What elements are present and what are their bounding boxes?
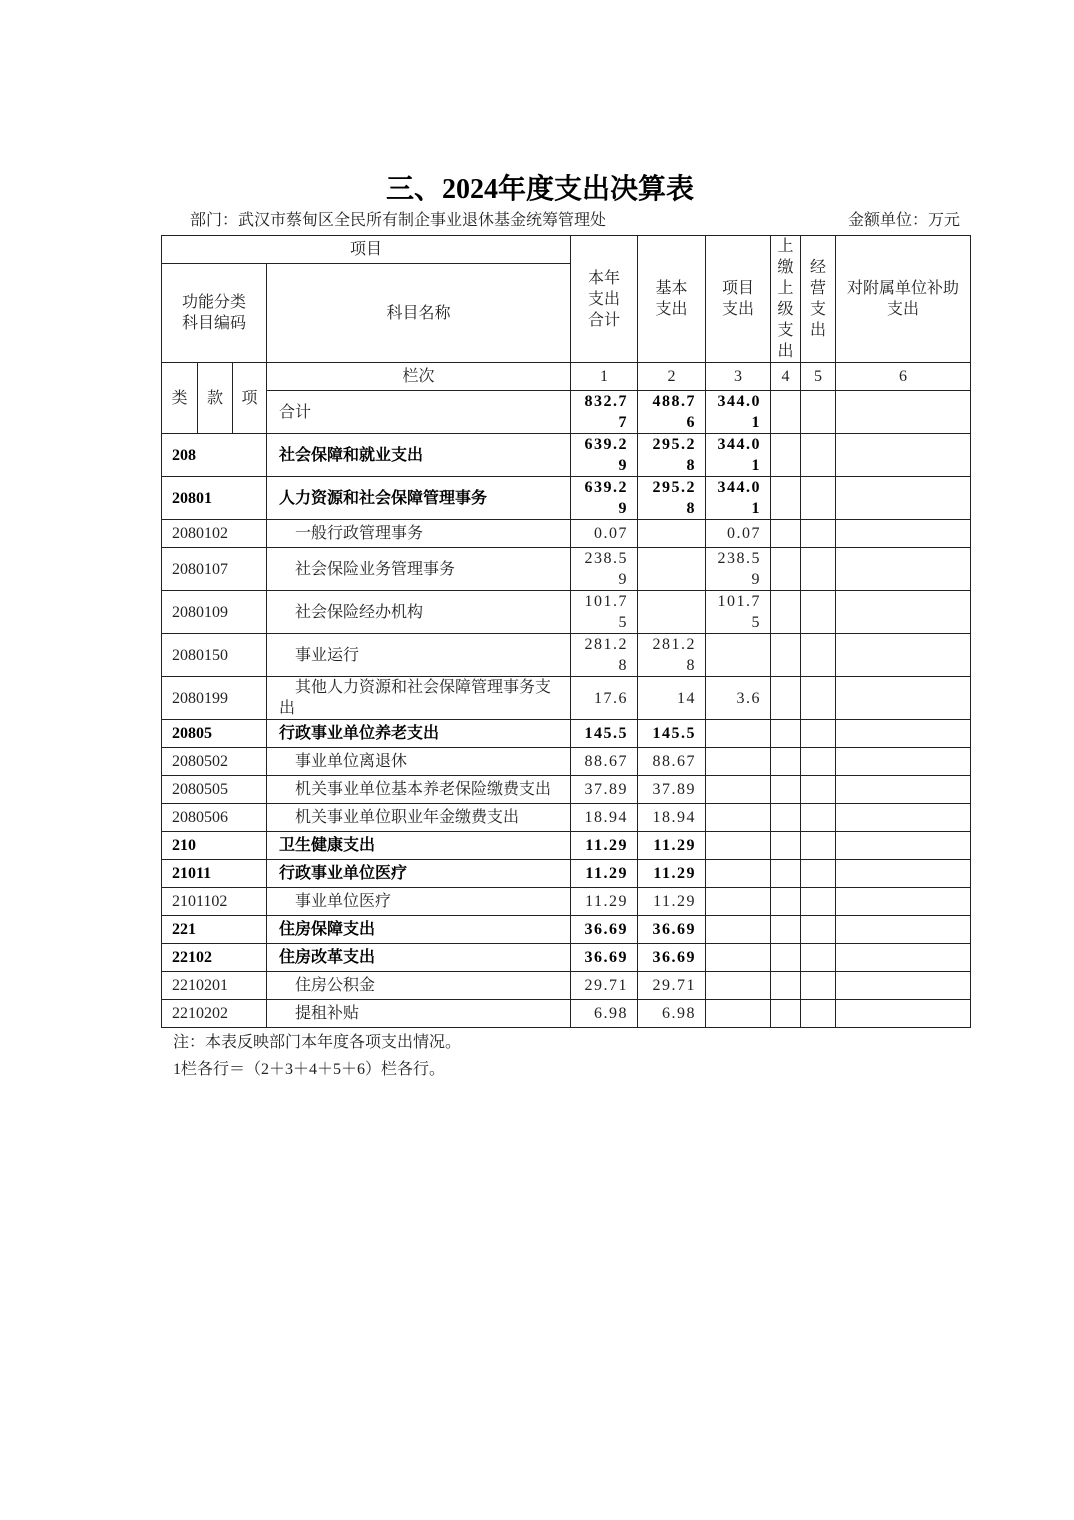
row-value: 344.01: [706, 477, 771, 520]
header-func-code: [162, 264, 267, 363]
total-value: [771, 391, 801, 434]
row-name: 卫生健康支出: [267, 832, 571, 860]
total-value: 488.76: [638, 391, 706, 434]
row-value: 101.75: [571, 591, 638, 634]
row-value: [836, 434, 971, 477]
column-index-number: 1: [571, 363, 638, 391]
table-row: [162, 972, 971, 1000]
row-value: 88.67: [571, 748, 638, 776]
table-row: [162, 748, 971, 776]
row-code: 2080102: [162, 520, 267, 548]
total-value: [801, 391, 836, 434]
row-name: 住房改革支出: [267, 944, 571, 972]
header-kuan: 款: [198, 363, 233, 434]
row-value: [836, 591, 971, 634]
table-row: [162, 720, 971, 748]
row-value: 11.29: [571, 860, 638, 888]
row-value: [771, 720, 801, 748]
column-index-number: 3: [706, 363, 771, 391]
row-name: 行政事业单位医疗: [267, 860, 571, 888]
row-code: 2080506: [162, 804, 267, 832]
row-value: [801, 748, 836, 776]
table-row: [162, 776, 971, 804]
row-code: 210: [162, 832, 267, 860]
row-value: [771, 477, 801, 520]
row-value: 639.29: [571, 477, 638, 520]
header-col-project-label: 项目支出: [722, 280, 755, 318]
table-row: [162, 804, 971, 832]
table-row: [162, 832, 971, 860]
header-col-operating: [801, 236, 836, 363]
header-col-subsidy: [836, 236, 971, 363]
row-value: [836, 720, 971, 748]
row-value: 281.28: [638, 634, 706, 677]
table-summary: [162, 363, 971, 434]
row-value: 29.71: [571, 972, 638, 1000]
row-value: [771, 804, 801, 832]
row-value: [706, 804, 771, 832]
row-value: [771, 634, 801, 677]
table-row: [162, 548, 971, 591]
department-label: 部门：武汉市蔡甸区全民所有制企事业退休基金统筹管理处: [190, 212, 607, 229]
row-value: [771, 944, 801, 972]
row-value: [801, 832, 836, 860]
row-value: [706, 634, 771, 677]
row-value: [638, 591, 706, 634]
row-value: 88.67: [638, 748, 706, 776]
row-value: 36.69: [571, 944, 638, 972]
row-value: 17.6: [571, 677, 638, 720]
row-value: [706, 916, 771, 944]
table-row: [162, 591, 971, 634]
row-value: [706, 1000, 771, 1028]
row-value: [771, 748, 801, 776]
row-code: 20801: [162, 477, 267, 520]
row-value: 145.5: [571, 720, 638, 748]
row-code: 2080150: [162, 634, 267, 677]
row-value: [771, 916, 801, 944]
row-value: 37.89: [571, 776, 638, 804]
header-subject-name: 科目名称: [267, 264, 571, 363]
row-name: 住房保障支出: [267, 916, 571, 944]
row-name: 其他人力资源和社会保障管理事务支出: [267, 677, 571, 720]
row-value: [706, 860, 771, 888]
row-value: [638, 548, 706, 591]
row-value: 14: [638, 677, 706, 720]
row-value: 11.29: [638, 860, 706, 888]
header-col-subsidy-label: 对附属单位补助支出: [847, 280, 960, 318]
row-value: 29.71: [638, 972, 706, 1000]
header-col-remit: [771, 236, 801, 363]
row-name: 社会保险业务管理事务: [267, 548, 571, 591]
column-index-row: [162, 363, 971, 391]
row-value: 145.5: [638, 720, 706, 748]
row-value: [801, 548, 836, 591]
header-func-code-label: 功能分类科目编码: [182, 294, 247, 332]
row-value: [771, 677, 801, 720]
table-header: [162, 236, 971, 363]
row-value: [836, 1000, 971, 1028]
table-row: [162, 677, 971, 720]
header-xiang: 项: [233, 363, 267, 434]
row-value: [771, 591, 801, 634]
row-value: [706, 888, 771, 916]
row-value: [771, 1000, 801, 1028]
row-value: 0.07: [571, 520, 638, 548]
table-row: [162, 434, 971, 477]
table-body: [162, 434, 971, 1028]
table-row: [162, 888, 971, 916]
table-container: [161, 235, 970, 1083]
row-value: [836, 888, 971, 916]
row-value: [801, 972, 836, 1000]
row-value: [801, 916, 836, 944]
row-value: [836, 944, 971, 972]
row-value: 6.98: [638, 1000, 706, 1028]
column-index-number: 5: [801, 363, 836, 391]
row-code: 2080109: [162, 591, 267, 634]
header-col-total-label: 本年支出合计: [588, 269, 621, 329]
row-value: [801, 944, 836, 972]
row-code: 2210201: [162, 972, 267, 1000]
row-value: 18.94: [638, 804, 706, 832]
row-value: [801, 720, 836, 748]
row-value: [801, 677, 836, 720]
row-value: [706, 748, 771, 776]
page-title: 三、2024年度支出决算表: [385, 174, 694, 205]
row-value: [706, 832, 771, 860]
table-row: [162, 520, 971, 548]
row-name: 事业单位离退休: [267, 748, 571, 776]
note-line: 1栏各行＝（2＋3＋4＋5＋6）栏各行。: [173, 1061, 446, 1078]
row-value: [836, 832, 971, 860]
row-value: [801, 776, 836, 804]
row-value: [771, 434, 801, 477]
row-value: [638, 520, 706, 548]
row-value: 6.98: [571, 1000, 638, 1028]
row-name: 提租补贴: [267, 1000, 571, 1028]
row-value: [771, 832, 801, 860]
row-value: [801, 591, 836, 634]
row-code: 2080199: [162, 677, 267, 720]
header-row: [162, 236, 971, 264]
column-index-number: 4: [771, 363, 801, 391]
row-value: [836, 916, 971, 944]
row-value: 11.29: [571, 888, 638, 916]
table-row: [162, 477, 971, 520]
row-value: [771, 548, 801, 591]
row-value: [771, 860, 801, 888]
total-value: 832.77: [571, 391, 638, 434]
row-value: 36.69: [571, 916, 638, 944]
row-value: [771, 972, 801, 1000]
row-value: 238.59: [571, 548, 638, 591]
notes: [161, 1029, 970, 1083]
row-name: 机关事业单位职业年金缴费支出: [267, 804, 571, 832]
row-value: 11.29: [638, 888, 706, 916]
row-value: 11.29: [571, 832, 638, 860]
row-value: [836, 548, 971, 591]
row-value: 0.07: [706, 520, 771, 548]
header-info: [190, 212, 960, 230]
row-value: [836, 972, 971, 1000]
row-value: 37.89: [638, 776, 706, 804]
row-value: [771, 776, 801, 804]
row-name: 事业运行: [267, 634, 571, 677]
row-value: 36.69: [638, 944, 706, 972]
row-code: 221: [162, 916, 267, 944]
row-code: 20805: [162, 720, 267, 748]
column-index-number: 6: [836, 363, 971, 391]
row-value: [836, 776, 971, 804]
row-value: 36.69: [638, 916, 706, 944]
row-name: 一般行政管理事务: [267, 520, 571, 548]
header-col-remit-label: 上缴上级支出: [777, 238, 794, 360]
row-value: [801, 634, 836, 677]
row-code: 2210202: [162, 1000, 267, 1028]
header-lei: 类: [162, 363, 198, 434]
row-code: 2080505: [162, 776, 267, 804]
row-value: [836, 634, 971, 677]
note-line: 注：本表反映部门本年度各项支出情况。: [173, 1034, 462, 1051]
row-value: [836, 520, 971, 548]
row-value: 295.28: [638, 477, 706, 520]
row-name: 行政事业单位养老支出: [267, 720, 571, 748]
row-name: 人力资源和社会保障管理事务: [267, 477, 571, 520]
row-value: [836, 748, 971, 776]
row-value: [771, 520, 801, 548]
row-value: [801, 1000, 836, 1028]
row-value: [836, 860, 971, 888]
row-name: 社会保障和就业支出: [267, 434, 571, 477]
row-value: [801, 477, 836, 520]
row-name: 事业单位医疗: [267, 888, 571, 916]
table-row: [162, 944, 971, 972]
table-row: [162, 634, 971, 677]
expenditure-table: [161, 235, 971, 1028]
row-name: 社会保险经办机构: [267, 591, 571, 634]
row-name: 住房公积金: [267, 972, 571, 1000]
row-code: 2080107: [162, 548, 267, 591]
header-project: 项目: [162, 236, 571, 264]
header-col-basic: [638, 236, 706, 363]
row-name: 机关事业单位基本养老保险缴费支出: [267, 776, 571, 804]
row-value: 344.01: [706, 434, 771, 477]
row-code: 208: [162, 434, 267, 477]
row-value: [706, 776, 771, 804]
row-code: 21011: [162, 860, 267, 888]
total-value: [836, 391, 971, 434]
row-value: 3.6: [706, 677, 771, 720]
row-code: 22102: [162, 944, 267, 972]
row-value: [801, 804, 836, 832]
row-value: [706, 944, 771, 972]
row-value: [801, 520, 836, 548]
column-index-number: 2: [638, 363, 706, 391]
row-value: [801, 434, 836, 477]
row-value: [836, 477, 971, 520]
row-code: 2080502: [162, 748, 267, 776]
row-value: 11.29: [638, 832, 706, 860]
row-value: 18.94: [571, 804, 638, 832]
header-col-total: [571, 236, 638, 363]
header-col-project: [706, 236, 771, 363]
total-row: [162, 391, 971, 434]
row-code: 2101102: [162, 888, 267, 916]
row-value: [706, 972, 771, 1000]
unit-label: 金额单位：万元: [847, 212, 960, 229]
table-row: [162, 860, 971, 888]
row-value: [706, 720, 771, 748]
row-value: 639.29: [571, 434, 638, 477]
header-col-basic-label: 基本支出: [655, 280, 688, 318]
row-value: [801, 860, 836, 888]
row-value: 281.28: [571, 634, 638, 677]
table-row: [162, 916, 971, 944]
total-value: 344.01: [706, 391, 771, 434]
row-value: [801, 888, 836, 916]
row-value: [836, 804, 971, 832]
total-label: 合计: [267, 391, 571, 434]
row-value: 238.59: [706, 548, 771, 591]
row-value: [771, 888, 801, 916]
row-value: [836, 677, 971, 720]
column-index-label: 栏次: [267, 363, 571, 391]
table-row: [162, 1000, 971, 1028]
row-value: 101.75: [706, 591, 771, 634]
header-col-operating-label: 经营支出: [810, 259, 827, 339]
row-value: 295.28: [638, 434, 706, 477]
